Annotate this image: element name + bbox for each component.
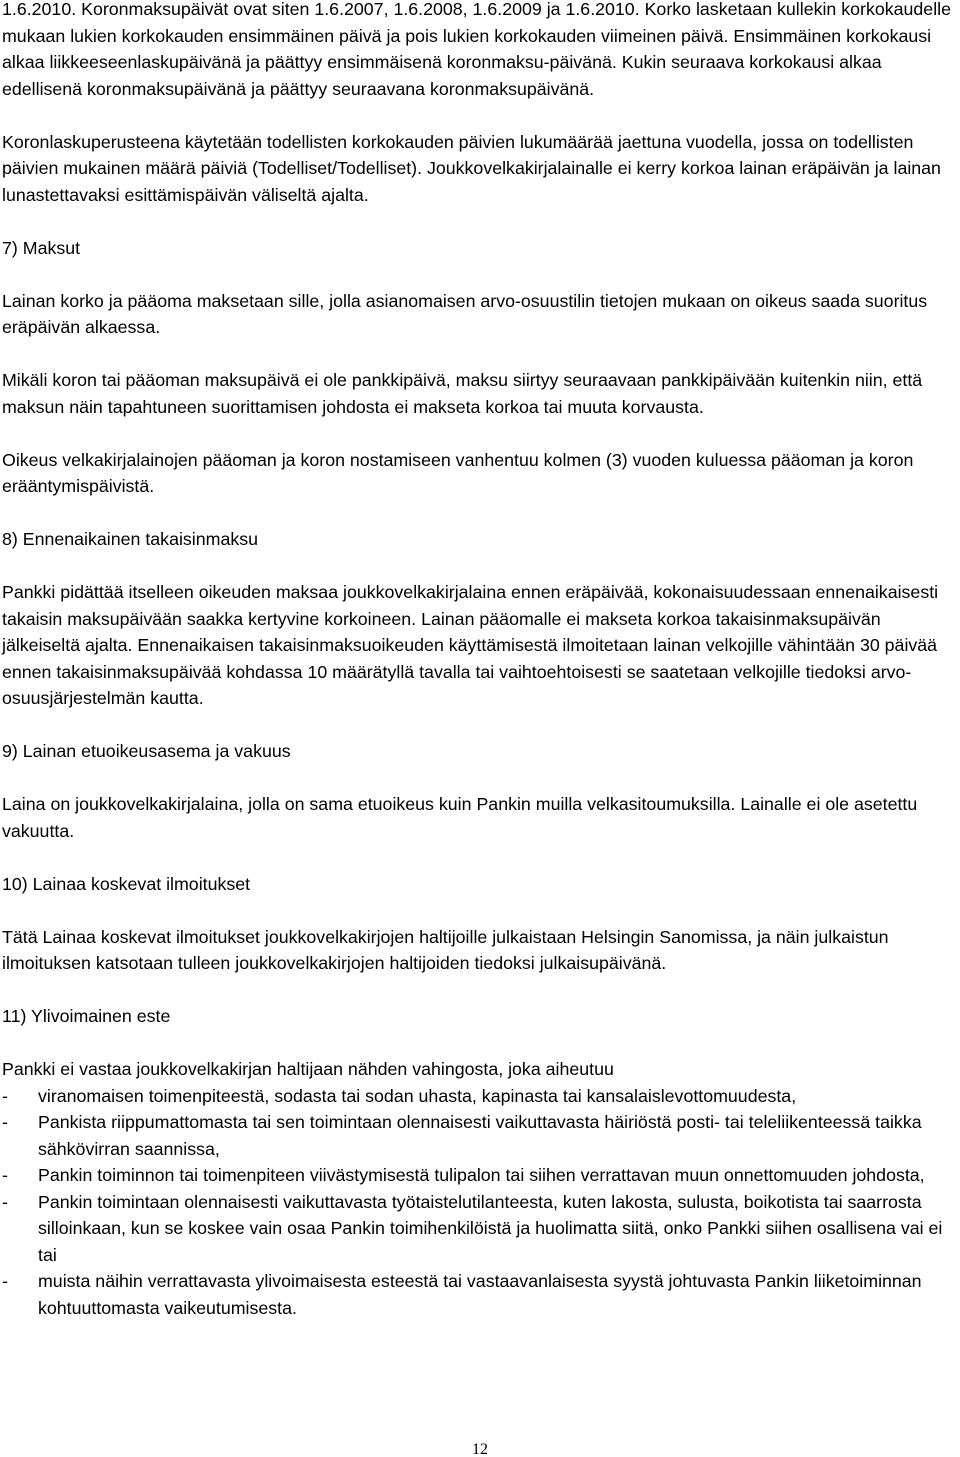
- bullet-dash: -: [2, 1191, 8, 1212]
- document-body: [2, 0, 958, 1321]
- list-item: [2, 1162, 958, 1189]
- list-item: [2, 1083, 958, 1110]
- paragraph-notices: Tätä Lainaa koskevat ilmoitukset joukkovelkakirjojen haltijoille julkaistaan Helsingin Sanomissa, ja näin julkaistun ilmoituksen katsotaan tulleen joukkovelkakirjojen haltijoiden tiedoksi julkaisupäivänä.: [2, 926, 889, 973]
- paragraph-payment-recipient: Lainan korko ja pääoma maksetaan sille, jolla asianomaisen arvo-osuustilin tietojen mukaan on oikeus saada suoritus eräpäivän alkaessa.: [2, 290, 928, 337]
- paragraph-interest-period: 1.6.2010. Koronmaksupäivät ovat siten 1.6.2007, 1.6.2008, 1.6.2009 ja 1.6.2010. Korko lasketaan kullekin korkokaudelle mukaan lukien korkokauden ensimmäinen päivä ja pois lukien korkokauden viimeinen päivä. Ensimmäinen korkokausi alkaa liikkeeseenlaskupäivänä ja päättyy ensimmäisenä koronmaksu-päivänä. Kukin seuraava korkokausi alkaa edellisenä koronmaksupäivänä ja päättyy seuraavana koronmaksupäivänä.: [2, 0, 951, 99]
- list-item-text: Pankin toimintaan olennaisesti vaikuttavasta työtaistelutilanteesta, kuten lakosta, sulusta, boikotista tai saarrosta silloinkaan, kun se koskee vain osaa Pankin toimihenkilöistä ja huolimatta siitä, onko Pankki siihen osallisena vai ei tai: [38, 1191, 943, 1265]
- list-item: [2, 1189, 958, 1269]
- bullet-dash: -: [2, 1085, 8, 1106]
- bullet-dash: -: [2, 1165, 8, 1185]
- paragraph-priority: Laina on joukkovelkakirjalaina, jolla on sama etuoikeus kuin Pankin muilla velkasitoumuksilla. Lainalle ei ole asetettu vakuutta.: [2, 794, 918, 841]
- paragraph-early-repayment: Pankki pidättää itselleen oikeuden maksaa joukkovelkakirjalaina ennen eräpäivää, kokonaisuudessaan ennenaikaisesti takaisin maksupäivään saakka kertyvine korkoineen. Lainan pääomalle ei makseta korkoa takaisinmaksupäivän jälkeiseltä ajalta. Ennenaikaisen takaisinmaksuoikeuden käyttämisestä ilmoitetaan lainan velkojille vähintään 30 päivää ennen takaisinmaksupäivää kohdassa 10 määrätyllä tavalla tai vaihtoehtoisesti se saatetaan velkojille tiedoksi arvo-osuusjärjestelmän kautta.: [2, 582, 939, 708]
- force-majeure-list: [2, 1083, 958, 1322]
- paragraph-limitation-period: Oikeus velkakirjalainojen pääoman ja koron nostamiseen vanhentuu kolmen (3) vuoden kuluessa pääoman ja koron erääntymispäivistä.: [2, 449, 914, 496]
- paragraph-day-count: Koronlaskuperusteena käytetään todellisten korkokauden päivien lukumäärää jaettuna vuodella, jossa on todellisten päivien mukainen määrä päiviä (Todelliset/Todelliset). Joukkovelkakirjalainalle ei kerry korkoa lainan eräpäivän ja lainan lunastettavaksi esittämispäivän väliseltä ajalta.: [2, 131, 941, 205]
- list-item-text: Pankista riippumattomasta tai sen toimintaan olennaisesti vaikuttavasta häiriöstä posti- tai teleliikenteessä taikka sähkövirran saannissa,: [38, 1112, 922, 1159]
- list-item: [2, 1268, 958, 1321]
- section-heading-priority: 9) Lainan etuoikeusasema ja vakuus: [2, 741, 291, 761]
- paragraph-force-majeure-intro: Pankki ei vastaa joukkovelkakirjan haltijaan nähden vahingosta, joka aiheutuu: [2, 1059, 614, 1079]
- bullet-dash: -: [2, 1271, 8, 1291]
- list-item-text: Pankin toiminnon tai toimenpiteen viivästymisestä tulipalon tai siihen verrattavan muun onnettomuuden johdosta,: [38, 1165, 925, 1185]
- list-item-text: viranomaisen toimenpiteestä, sodasta tai sodan uhasta, kapinasta tai kansalaislevottomuudesta,: [38, 1085, 797, 1106]
- list-item: [2, 1109, 958, 1162]
- bullet-dash: -: [2, 1112, 8, 1132]
- list-item-text: muista näihin verrattavasta ylivoimaisesta esteestä tai vastaavanlaisesta syystä johtuvasta Pankin liiketoiminnan kohtuuttomasta vaikeutumisesta.: [38, 1271, 922, 1318]
- section-heading-force-majeure: 11) Ylivoimainen este: [2, 1006, 171, 1026]
- section-heading-payments: 7) Maksut: [2, 237, 81, 258]
- section-heading-notices: 10) Lainaa koskevat ilmoitukset: [2, 873, 251, 894]
- page-number: 12: [472, 1441, 488, 1457]
- section-heading-early-repayment: 8) Ennenaikainen takaisinmaksu: [2, 529, 259, 549]
- paragraph-banking-day: Mikäli koron tai pääoman maksupäivä ei ole pankkipäivä, maksu siirtyy seuraavaan pankkipäivään kuitenkin niin, että maksun näin tapahtuneen suorittamisen johdosta ei makseta korkoa tai muuta korvausta.: [2, 370, 923, 417]
